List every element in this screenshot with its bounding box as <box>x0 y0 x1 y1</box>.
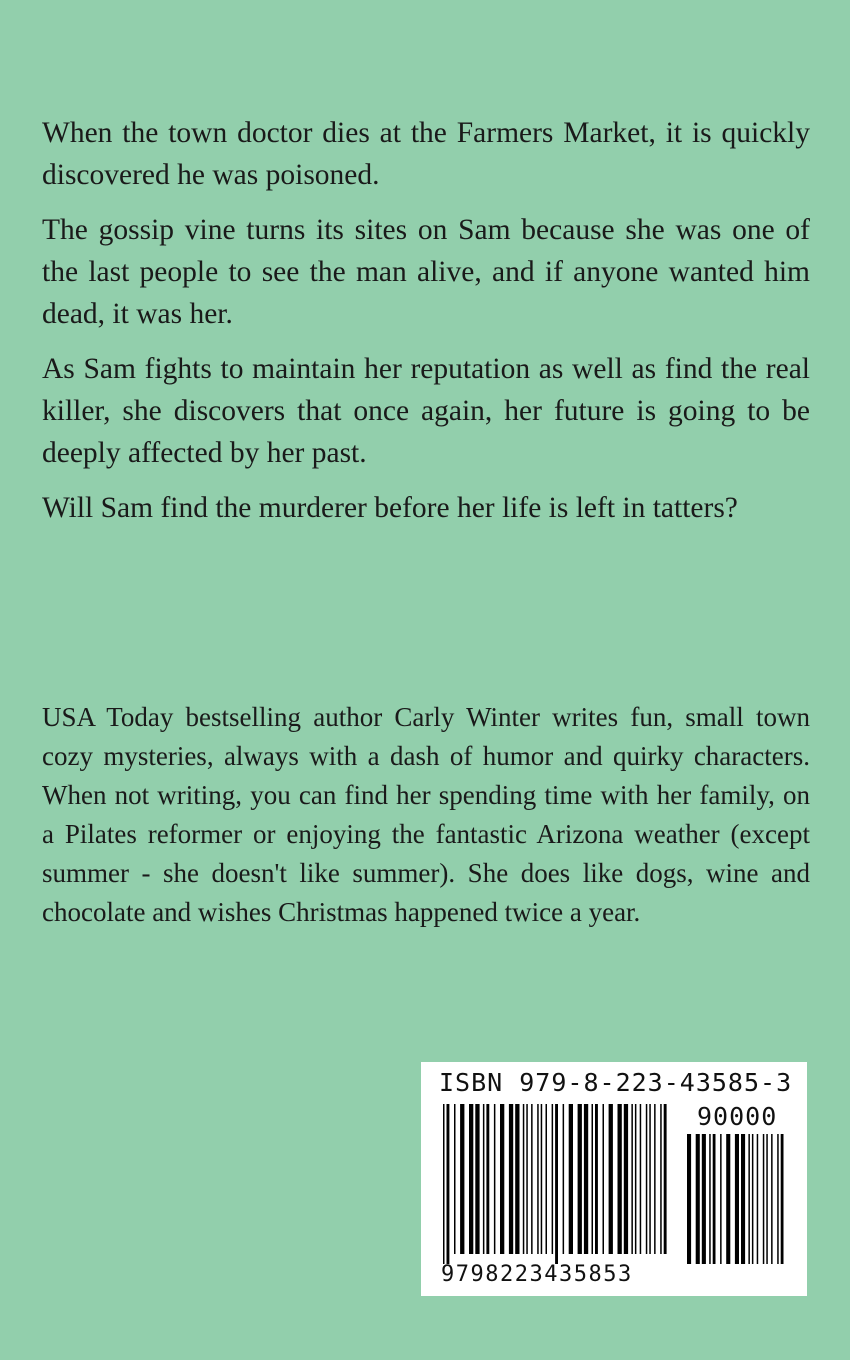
barcode-bar <box>486 1104 489 1254</box>
barcode-bar <box>523 1104 525 1254</box>
barcode-addon-digits: 90000 <box>697 1102 778 1131</box>
author-bio: USA Today bestselling author Carly Winter writes fun, small town cozy mysteries, always with a dash of humor and quirky characters. When not writing, you can find her spending time with her family, on a Pilates reformer or enjoying the fantastic Arizona weather (except summer - she doesn't like summer). She does like dogs, wine and chocolate and wishes Christmas happened twice a year. <box>42 702 810 927</box>
barcode-bar <box>500 1104 504 1254</box>
barcode-addon-bar <box>713 1134 716 1264</box>
barcode-bar <box>654 1104 656 1254</box>
barcode-bar <box>541 1104 543 1254</box>
barcode-bar <box>469 1104 473 1254</box>
barcode-addon-bar <box>763 1134 765 1264</box>
barcode-addon-bar <box>766 1134 768 1264</box>
barcode-bar <box>569 1104 573 1254</box>
barcode-bar <box>592 1104 594 1254</box>
barcode-ean-digits: 9798223435853 <box>441 1262 633 1287</box>
barcode-bar <box>475 1104 479 1254</box>
barcode-bar <box>552 1104 554 1254</box>
barcode-bars <box>421 1062 807 1296</box>
barcode-bar <box>509 1104 513 1254</box>
barcode-bar <box>631 1104 633 1254</box>
barcode-bar <box>595 1104 598 1254</box>
barcode-bar <box>635 1104 637 1254</box>
barcode-addon-bar <box>748 1134 750 1264</box>
barcode-addon-bar <box>687 1134 691 1264</box>
barcode-addon-bar <box>771 1134 773 1264</box>
barcode-addon-bar <box>720 1134 722 1264</box>
barcode-addon-bar <box>741 1134 745 1264</box>
barcode-bar <box>555 1104 558 1264</box>
barcode-bar <box>660 1104 662 1254</box>
isbn-label: ISBN 979-8-223-43585-3 <box>439 1068 793 1097</box>
barcode-addon-bar <box>709 1134 711 1264</box>
barcode-bar <box>649 1104 651 1254</box>
barcode-bar <box>609 1104 613 1254</box>
barcode-bar <box>584 1104 588 1254</box>
blurb-paragraph-4: Will Sam find the murderer before her life is left in tatters? <box>42 492 738 524</box>
barcode-bar <box>526 1104 528 1254</box>
barcode-bar <box>447 1104 450 1264</box>
barcode-addon-bar <box>752 1134 754 1264</box>
barcode-addon-bar <box>781 1134 784 1264</box>
barcode-bar <box>563 1104 565 1254</box>
barcode-bar <box>483 1104 485 1254</box>
barcode-addon-bar <box>735 1134 739 1264</box>
barcode-bar <box>646 1104 648 1254</box>
barcode-bar <box>578 1104 582 1254</box>
barcode-bar <box>460 1104 464 1254</box>
book-blurb <box>42 112 810 542</box>
barcode-bar <box>515 1104 519 1254</box>
barcode-addon-bar <box>757 1134 759 1264</box>
barcode-addon-bar <box>696 1134 700 1264</box>
barcode-bar <box>443 1104 445 1264</box>
blurb-paragraph-3: As Sam fights to maintain her reputation as well as find the real killer, she discovers that once again, her future is going to be deeply affected by her past. <box>42 353 810 469</box>
barcode-addon-bar <box>777 1134 779 1264</box>
blurb-paragraph-2: The gossip vine turns its sites on Sam because she was one of the last people to see the man alive, and if anyone wanted him dead, it was her. <box>42 214 810 330</box>
isbn-barcode <box>421 1062 807 1296</box>
barcode-bar <box>624 1104 628 1254</box>
blurb-paragraph-1: When the town doctor dies at the Farmers Market, it is quickly discovered he was poisoned. <box>42 117 810 191</box>
barcode-bar <box>454 1104 456 1254</box>
barcode-bar <box>618 1104 622 1254</box>
barcode-addon-bar <box>726 1134 730 1264</box>
barcode-bar <box>664 1104 667 1254</box>
barcode-bar <box>546 1104 548 1254</box>
barcode-bar <box>494 1104 496 1254</box>
barcode-bar <box>640 1104 642 1254</box>
barcode-bar <box>537 1104 539 1254</box>
barcode-bar <box>531 1104 533 1254</box>
barcode-bar <box>603 1104 605 1254</box>
barcode-addon-bar <box>702 1134 706 1264</box>
